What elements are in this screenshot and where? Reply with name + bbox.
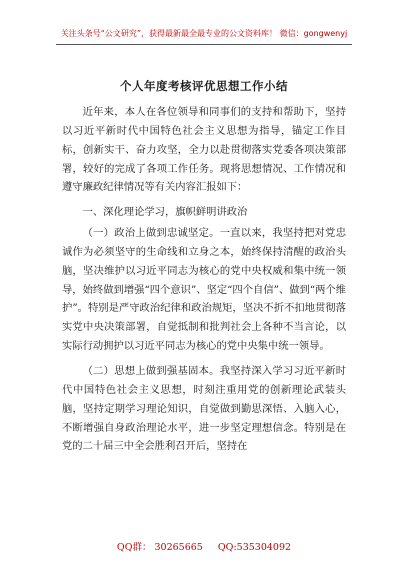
header-divider	[56, 44, 352, 45]
intro-paragraph: 近年来，本人在各位领导和同事们的支持和帮助下，坚持以习近平新时代中国特色社会主义思想为指导，锚定工作目标，创新实干、奋力攻坚，全力以赴贯彻落实党委各项决策部署，较好的完成了各项工作任务。现将思想情况、工作情况和遵守廉政纪律情况等有关内容汇报如下：	[62, 106, 346, 194]
body-paragraph: （二）思想上做到强基固本。我坚持深入学习习近平新时代中国特色社会主义思想，时刻注重用党的创新理论武装头脑，坚持定期学习理论知识，自觉做到勤思深悟、入脑入心，不断增强自身政治理论水平，进一步坚定理想信念。特别是在党的二十届三中全会胜利召开后，坚持在	[62, 364, 346, 453]
qq-text: QQ:535304092	[217, 542, 292, 553]
body-paragraph: （一）政治上做到忠诚坚定。一直以来，我坚持把对党忠诚作为必须坚守的生命线和立身之本，始终保持清醒的政治头脑，坚决维护以习近平同志为核心的党中央权威和集中统一领导，始终做到增强“四个意识”、坚定“四个自信”、做到“两个维护”。特别是严守政治纪律和政治规矩，坚决不折不扣地贯彻落实党中央决策部署，自觉抵制和批判社会上各种不当言论，以实际行动拥护以习近平同志为核心的党中央集中统一领导。	[62, 227, 346, 353]
document-body	[62, 103, 346, 462]
qq-group-text: QQ群： 30265665	[116, 542, 203, 553]
contact-footer	[0, 539, 408, 553]
section-heading: 一、深化理论学习，旗帜鲜明讲政治	[82, 206, 248, 219]
promo-header: 关注头条号“公文研究”，获得最新最全最专业的公文资料库！ 微信：gongwenyj	[60, 29, 348, 38]
document-title: 个人年度考核评优思想工作小结	[120, 79, 288, 93]
